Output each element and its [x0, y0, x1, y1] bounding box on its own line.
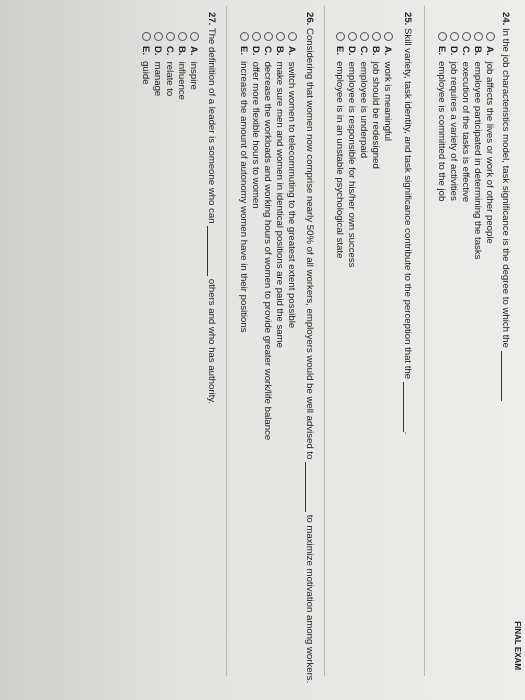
question-26: 26. Considering that women now comprise nearly 50% of all workers, employers would be well advised to to maximize motivation among workers.	[304, 12, 315, 684]
question-number: 26.	[304, 12, 315, 26]
radio-icon[interactable]	[486, 32, 495, 41]
option-24-e[interactable]: E.employee is committed to the job	[435, 32, 447, 201]
answer-blank	[207, 226, 217, 276]
divider	[226, 6, 227, 676]
question-24	[499, 12, 511, 401]
question-27: 27. The definition of a leader is someone who can others and who has authority.	[206, 12, 217, 405]
option-24-c[interactable]: C.execution of the tasks is effective	[459, 32, 471, 202]
radio-icon[interactable]	[240, 32, 249, 41]
radio-icon[interactable]	[450, 32, 459, 41]
exam-header: FINAL EXAM	[513, 621, 522, 670]
radio-icon[interactable]	[336, 32, 345, 41]
radio-icon[interactable]	[276, 32, 285, 41]
radio-icon[interactable]	[438, 32, 447, 41]
option-26-d[interactable]: D.offer more flexible hours to women	[249, 32, 261, 209]
option-25-b[interactable]: B.job should be redesigned	[369, 32, 381, 169]
radio-icon[interactable]	[360, 32, 369, 41]
rotated-exam-sheet	[0, 6, 525, 686]
answer-blank	[305, 462, 315, 512]
radio-icon[interactable]	[154, 32, 163, 41]
radio-icon[interactable]	[178, 32, 187, 41]
option-27-b[interactable]: B.influence	[175, 32, 187, 100]
radio-icon[interactable]	[252, 32, 261, 41]
radio-icon[interactable]	[190, 32, 199, 41]
question-text: In the job characteristics model, task significance is the degree to which the	[500, 28, 511, 348]
option-26-c[interactable]: C.decrease the workloads and working hours of women to provide greater work/life balance	[261, 32, 273, 440]
option-27-c[interactable]: C.relate to	[163, 32, 175, 96]
radio-icon[interactable]	[372, 32, 381, 41]
divider	[424, 6, 425, 676]
question-text: Considering that women now comprise nearly 50% of all workers, employers would be well advised to	[304, 28, 315, 460]
option-26-a[interactable]: A.switch women to telecommuting to the greatest extent possible	[285, 32, 297, 328]
option-27-e[interactable]: E.guide	[139, 32, 151, 85]
option-25-a[interactable]: A.work is meaningful	[381, 32, 393, 141]
radio-icon[interactable]	[288, 32, 297, 41]
option-24-b[interactable]: B.employee participated in determining the tasks	[471, 32, 483, 259]
option-25-e[interactable]: E.employee is in an unstable psychological state	[333, 32, 345, 258]
question-number: 25.	[402, 12, 413, 26]
radio-icon[interactable]	[348, 32, 357, 41]
radio-icon[interactable]	[384, 32, 393, 41]
option-27-d[interactable]: D.manage	[151, 32, 163, 96]
option-26-e[interactable]: E.increase the amount of autonomy women have in their positions	[237, 32, 249, 333]
option-25-c[interactable]: C.employee is underpaid	[357, 32, 369, 158]
radio-icon[interactable]	[462, 32, 471, 41]
radio-icon[interactable]	[166, 32, 175, 41]
radio-icon[interactable]	[474, 32, 483, 41]
option-24-a[interactable]: A.job affects the lives or work of other people	[483, 32, 495, 244]
option-27-a[interactable]: A.inspire	[187, 32, 199, 90]
divider	[324, 6, 325, 676]
question-number: 27.	[206, 12, 217, 26]
answer-blank	[501, 351, 511, 401]
answer-blank	[403, 382, 413, 432]
question-text: The definition of a leader is someone who can	[206, 27, 217, 224]
radio-icon[interactable]	[264, 32, 273, 41]
option-26-b[interactable]: B.make sure men and women in identical positions are paid the same	[273, 32, 285, 348]
option-24-d[interactable]: D.job requires a variety of activities	[447, 32, 459, 201]
question-number: 24.	[500, 12, 511, 26]
radio-icon[interactable]	[142, 32, 151, 41]
question-25: 25. Skill variety, task identity, and task significance contribute to the perception that the .	[402, 12, 413, 435]
option-25-d[interactable]: D.employee is responsible for his/her own success	[345, 32, 357, 267]
question-text: Skill variety, task identity, and task significance contribute to the perception that the	[402, 28, 413, 380]
